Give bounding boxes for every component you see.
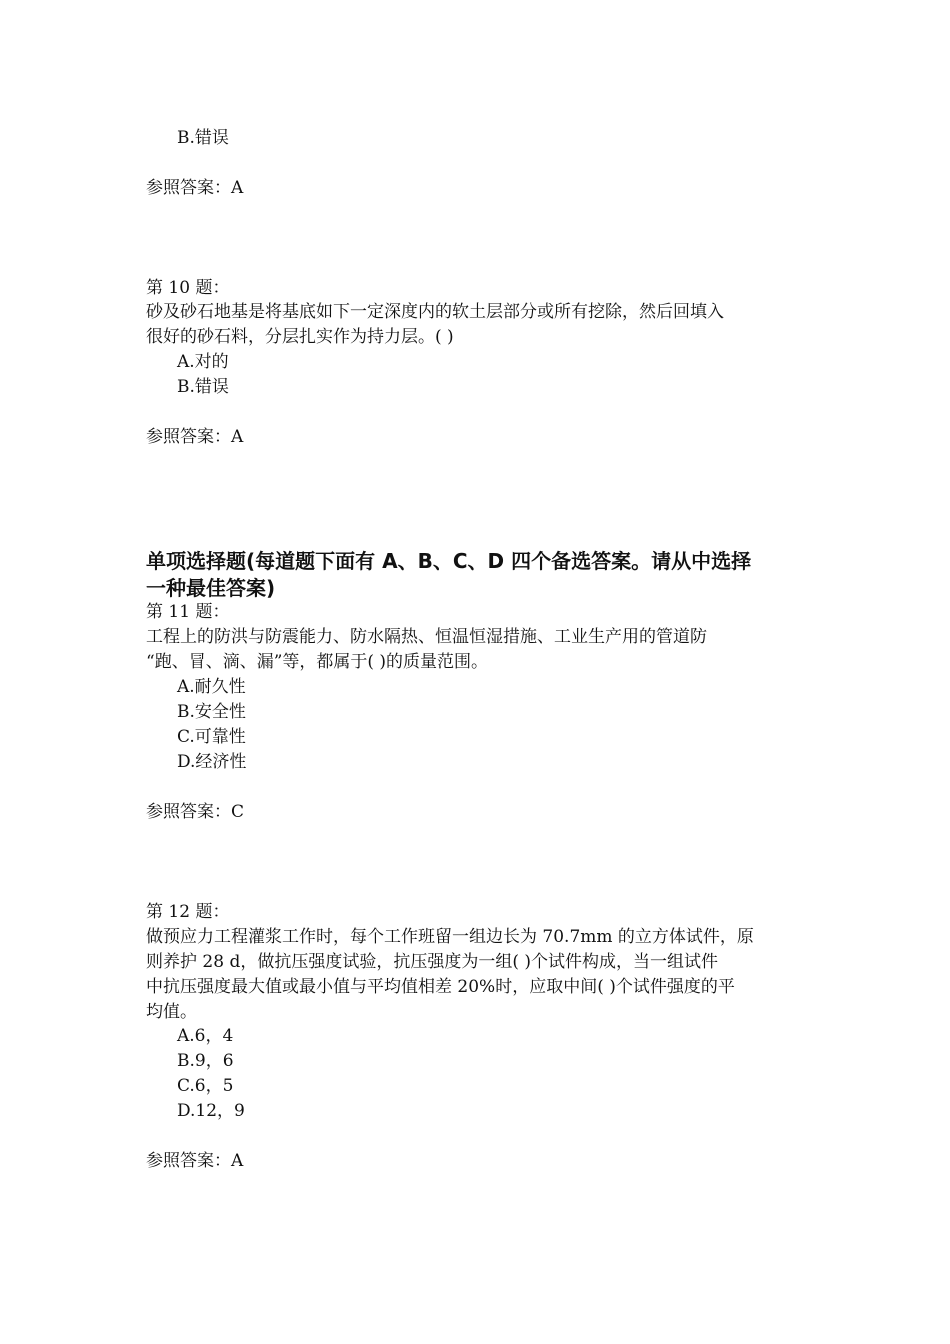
q11-option-a: A.耐久性: [177, 677, 246, 697]
q10-stem-line2: 很好的砂石料，分层扎实作为持力层。( ): [146, 327, 454, 347]
q12-option-d: D.12，9: [177, 1101, 245, 1121]
q11-stem-line1: 工程上的防洪与防震能力、防水隔热、恒温恒湿措施、工业生产用的管道防: [146, 627, 707, 647]
q11-answer: 参照答案：C: [146, 802, 245, 822]
q10-label: 第 10 题：: [146, 278, 230, 298]
q11-stem-line2: “跑、冒、滴、漏”等，都属于( )的质量范围。: [146, 652, 489, 672]
q12-option-c: C.6，5: [177, 1076, 234, 1096]
q10-stem-line1: 砂及砂石地基是将基底如下一定深度内的软土层部分或所有挖除，然后回填入: [146, 302, 724, 322]
q12-stem-line2: 则养护 28 d，做抗压强度试验，抗压强度为一组( )个试件构成，当一组试件: [146, 952, 718, 972]
q12-answer: 参照答案：A: [146, 1151, 244, 1171]
q12-stem-line1: 做预应力工程灌浆工作时，每个工作班留一组边长为 70.7mm 的立方体试件，原: [146, 927, 754, 947]
q9-answer: 参照答案：A: [146, 178, 244, 198]
section-title-line1: 单项选择题(每道题下面有 A、B、C、D 四个备选答案。请从中选择: [146, 549, 752, 573]
q12-stem-line3: 中抗压强度最大值或最小值与平均值相差 20%时，应取中间( )个试件强度的平: [146, 977, 735, 997]
q10-option-b: B.错误: [177, 377, 229, 397]
q12-option-b: B.9，6: [177, 1051, 234, 1071]
q11-option-c: C.可靠性: [177, 727, 246, 747]
q12-label: 第 12 题：: [146, 902, 230, 922]
section-title-line2: 一种最佳答案): [146, 576, 276, 600]
q10-answer: 参照答案：A: [146, 427, 244, 447]
q10-option-a: A.对的: [177, 352, 229, 372]
q11-option-d: D.经济性: [177, 752, 247, 772]
q12-option-a: A.6，4: [177, 1026, 234, 1046]
q9-option-b: B.错误: [177, 128, 229, 148]
q11-option-b: B.安全性: [177, 702, 246, 722]
q11-label: 第 11 题：: [146, 602, 230, 622]
q12-stem-line4: 均值。: [146, 1002, 197, 1022]
